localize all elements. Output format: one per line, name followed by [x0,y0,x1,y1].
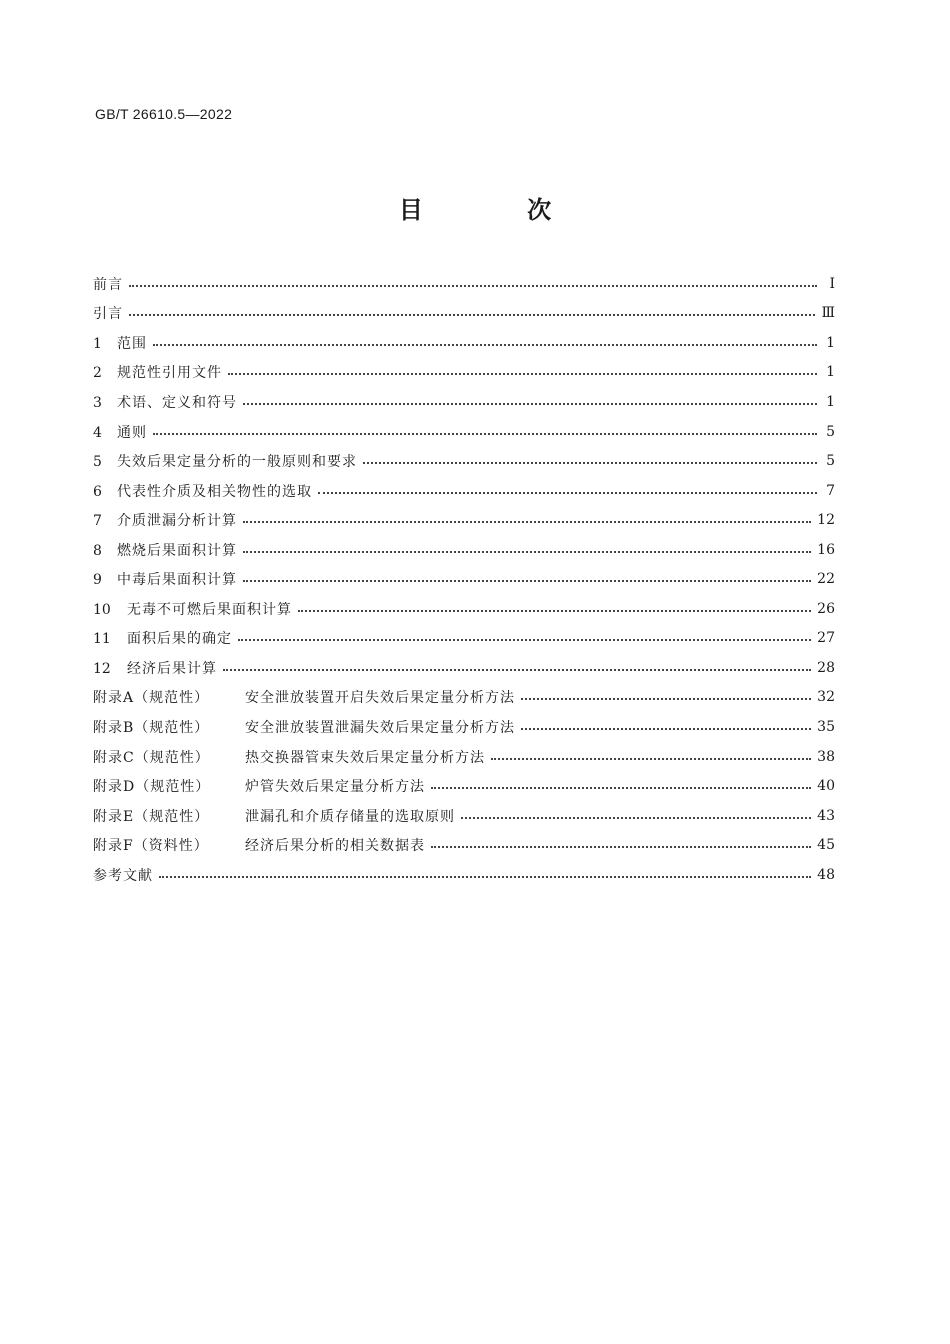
toc-page-number: Ⅲ [821,305,835,322]
toc-dot-leader [363,462,817,464]
toc-dot-leader [238,639,811,641]
toc-entry-label: 9 中毒后果面积计算 [93,572,237,589]
toc-entry[interactable] [93,564,835,594]
toc-dot-leader [243,580,811,582]
toc-page-number: 28 [817,659,835,676]
toc-page-number: 1 [826,393,835,410]
toc-page-number: 43 [817,807,835,824]
toc-dot-leader [521,728,811,730]
toc-entry[interactable] [93,683,835,713]
toc-dot-leader [129,314,815,316]
toc-entry-label: 参考文献 [93,867,153,884]
appendix-tag: 附录C（规范性） [93,749,210,766]
toc-dot-leader [129,285,817,287]
toc-page-number: 16 [817,541,835,558]
toc-dot-leader [223,669,811,671]
toc-entry-label: 前言 [93,276,123,293]
toc-entry[interactable] [93,771,835,801]
toc-page-number: 22 [817,571,835,588]
toc-entry[interactable] [93,535,835,565]
toc-entry[interactable] [93,594,835,624]
toc-entry-label: 附录A（规范性） 安全泄放装置开启失效后果定量分析方法 [93,687,515,707]
toc-page-number: 45 [817,837,835,854]
toc-dot-leader [521,698,811,700]
toc-dot-leader [461,817,811,819]
toc-entry-label: 引言 [93,306,123,323]
toc-entry[interactable] [93,299,835,329]
toc-page-number: 5 [826,423,835,440]
appendix-tag: 附录E（规范性） [93,808,210,825]
toc-dot-leader [491,758,811,760]
toc-entry[interactable] [93,742,835,772]
toc-entry-label: 附录E（规范性） 泄漏孔和介质存储量的选取原则 [93,806,455,826]
toc-entry-label: 7 介质泄漏分析计算 [93,513,237,530]
toc-entry[interactable] [93,624,835,654]
toc-entry[interactable] [93,653,835,683]
toc-dot-leader [243,521,811,523]
toc-page-number: 27 [817,630,835,647]
toc-dot-leader [431,846,811,848]
toc-dot-leader [243,403,817,405]
toc-entry-label: 2 规范性引用文件 [93,365,222,382]
toc-page-number: 12 [817,512,835,529]
toc-page-number: Ⅰ [829,275,835,292]
toc-page-number: 5 [826,453,835,470]
toc-dot-leader [159,876,811,878]
toc-page-number: 32 [817,689,835,706]
toc-entry[interactable] [93,476,835,506]
standard-code: GB/T 26610.5—2022 [95,106,233,122]
toc-entry-label: 附录F（资料性） 经济后果分析的相关数据表 [93,835,425,855]
toc-entry-label: 6 代表性介质及相关物性的选取 [93,483,312,500]
toc-entry-label: 11 面积后果的确定 [93,631,232,648]
toc-entry-label: 1 范围 [93,335,147,352]
toc-page-number: 40 [817,778,835,795]
toc-entry-label: 附录D（规范性） 炉管失效后果定量分析方法 [93,776,425,796]
toc-entry[interactable] [93,830,835,860]
toc-entry[interactable] [93,358,835,388]
toc-page-number: 7 [826,482,835,499]
toc-entry[interactable] [93,505,835,535]
toc-entry-label: 8 燃烧后果面积计算 [93,542,237,559]
toc-entry[interactable] [93,801,835,831]
toc-entry[interactable] [93,269,835,299]
toc-entry[interactable] [93,860,835,890]
appendix-tag: 附录B（规范性） [93,719,210,736]
toc-dot-leader [431,787,811,789]
toc-dot-leader [243,551,811,553]
appendix-tag: 附录F（资料性） [93,838,209,855]
toc-entry-label: 附录B（规范性） 安全泄放装置泄漏失效后果定量分析方法 [93,717,515,737]
toc-page-number: 35 [817,718,835,735]
toc-entry[interactable] [93,417,835,447]
toc-page-number: 26 [817,600,835,617]
appendix-tag: 附录A（规范性） [93,690,210,707]
toc-entry-label: 4 通则 [93,424,147,441]
toc-page-number: 38 [817,748,835,765]
appendix-tag: 附录D（规范性） [93,779,211,796]
toc-page-number: 48 [817,866,835,883]
toc-dot-leader [318,492,817,494]
toc-dot-leader [153,433,817,435]
toc-entry[interactable] [93,712,835,742]
toc-entry-label: 3 术语、定义和符号 [93,394,237,411]
toc-entry[interactable] [93,446,835,476]
toc-entry-label: 附录C（规范性） 热交换器管束失效后果定量分析方法 [93,747,485,767]
toc-dot-leader [298,610,811,612]
table-of-contents [93,269,835,889]
toc-dot-leader [153,344,817,346]
toc-entry[interactable] [93,328,835,358]
toc-entry[interactable] [93,387,835,417]
toc-entry-label: 10 无毒不可燃后果面积计算 [93,601,292,618]
toc-page-number: 1 [826,364,835,381]
page-title: 目 次 [398,196,600,224]
toc-entry-label: 5 失效后果定量分析的一般原则和要求 [93,454,357,471]
toc-page-number: 1 [826,334,835,351]
toc-dot-leader [228,373,817,375]
toc-entry-label: 12 经济后果计算 [93,660,217,677]
